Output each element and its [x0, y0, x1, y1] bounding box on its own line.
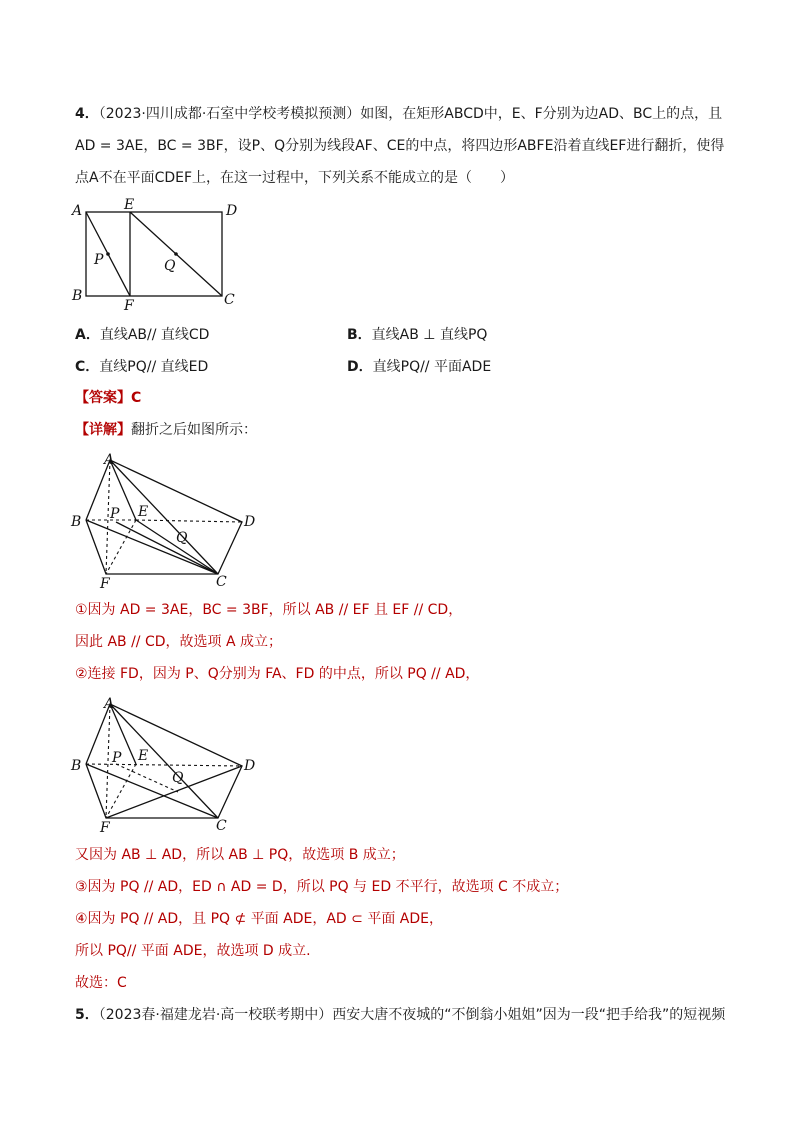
dashed-ed — [136, 520, 242, 522]
segment-bc — [86, 764, 218, 818]
step-2a: ②连接 FD，因为 P、Q分别为 FA、FD 的中点，所以 PQ // AD， — [75, 666, 480, 682]
q4-source: （2023·四川成都·石室中学校考模拟预测） — [98, 106, 361, 122]
q4-text-1: 如图，在矩形ABCD中，E、F分别为边AD、BC上的点，且 — [360, 106, 723, 122]
answer-label: 【答案】 — [75, 390, 131, 406]
label-c: C — [224, 292, 235, 308]
label-f: F — [124, 298, 134, 310]
option-b[interactable] — [347, 325, 487, 345]
answer-row — [75, 388, 141, 408]
label-p: P — [94, 252, 104, 268]
option-c-key: C． — [75, 359, 100, 375]
label-f: F — [100, 820, 110, 834]
label-b: B — [72, 288, 83, 304]
dashed-ef — [106, 764, 136, 818]
segment-bc — [86, 520, 218, 574]
step-3: ③因为 PQ // AD，ED ∩ AD = D，所以 PQ 与 ED 不平行，故选项 C 不成立； — [75, 879, 569, 895]
q4-number: 4． — [75, 106, 99, 122]
segment-ac — [110, 460, 218, 574]
label-c: C — [216, 818, 227, 834]
option-c-text: 直线PQ// 直线ED — [99, 359, 209, 375]
label-c: C — [216, 574, 227, 590]
step-4b: 所以 PQ// 平面 ADE，故选项 D 成立. — [75, 943, 311, 959]
dashed-ef — [106, 520, 136, 574]
label-e: E — [138, 504, 149, 520]
label-p: P — [110, 506, 120, 522]
label-p: P — [112, 750, 122, 766]
option-d-key: D． — [347, 359, 373, 375]
step-1b: 因此 AB // CD，故选项 A 成立； — [75, 634, 282, 650]
detail-intro-row — [75, 420, 257, 440]
label-q: Q — [176, 530, 188, 546]
label-d: D — [244, 514, 256, 530]
label-b: B — [71, 758, 82, 774]
dashed-af — [106, 704, 110, 818]
label-a: A — [72, 203, 83, 219]
figure-folded-1 — [66, 450, 266, 590]
detail-label: 【详解】 — [75, 422, 131, 438]
q4-line1 — [75, 104, 722, 124]
label-d: D — [244, 758, 256, 774]
label-q: Q — [164, 258, 176, 274]
figure-rectangle — [70, 198, 260, 310]
point-q — [174, 252, 178, 256]
label-a: A — [104, 452, 115, 468]
option-d[interactable] — [347, 357, 491, 377]
label-e: E — [124, 198, 135, 213]
figure-folded-2 — [66, 692, 266, 834]
q4-line2: AD = 3AE，BC = 3BF，设P、Q分别为线段AF、CE的中点，将四边形ABFE沿着直线EF进行翻折，使得 — [75, 138, 725, 154]
step-2b: 又因为 AB ⊥ AD，所以 AB ⊥ PQ，故选项 B 成立； — [75, 847, 405, 863]
q4-line3: 点A不在平面CDEF上，在这一过程中，下列关系不能成立的是（ ） — [75, 170, 515, 186]
option-b-text: 直线AB ⊥ 直线PQ — [371, 327, 488, 343]
option-a[interactable] — [75, 325, 209, 345]
point-p — [106, 252, 110, 256]
dashed-pq — [116, 764, 178, 792]
answer-value: C — [131, 390, 142, 406]
option-a-key: A． — [75, 327, 100, 343]
label-a: A — [104, 696, 115, 712]
label-b: B — [71, 514, 82, 530]
label-f: F — [100, 576, 110, 590]
segment-ac — [110, 704, 218, 818]
final-choice: 故选：C — [75, 975, 127, 991]
detail-intro: 翻折之后如图所示： — [131, 422, 257, 438]
segment-pc — [116, 522, 218, 574]
segment-ec — [136, 520, 218, 574]
option-d-text: 直线PQ// 平面ADE — [372, 359, 492, 375]
option-b-key: B． — [347, 327, 372, 343]
option-c[interactable] — [75, 357, 208, 377]
label-q: Q — [172, 770, 184, 786]
q5-number: 5． — [75, 1007, 99, 1023]
label-d: D — [226, 203, 238, 219]
label-e: E — [138, 748, 149, 764]
step-1a: ①因为 AD = 3AE，BC = 3BF，所以 AB // EF 且 EF // CD， — [75, 602, 463, 618]
q5-line1 — [75, 1005, 725, 1025]
option-a-text: 直线AB// 直线CD — [99, 327, 210, 343]
step-4a: ④因为 PQ // AD，且 PQ ⊄ 平面 ADE，AD ⊂ 平面 ADE， — [75, 911, 443, 927]
dashed-bd — [86, 764, 242, 766]
q5-text: （2023春·福建龙岩·高一校联考期中）西安大唐不夜城的“不倒翁小姐姐”因为一段“把手给我”的短视频 — [98, 1007, 726, 1023]
